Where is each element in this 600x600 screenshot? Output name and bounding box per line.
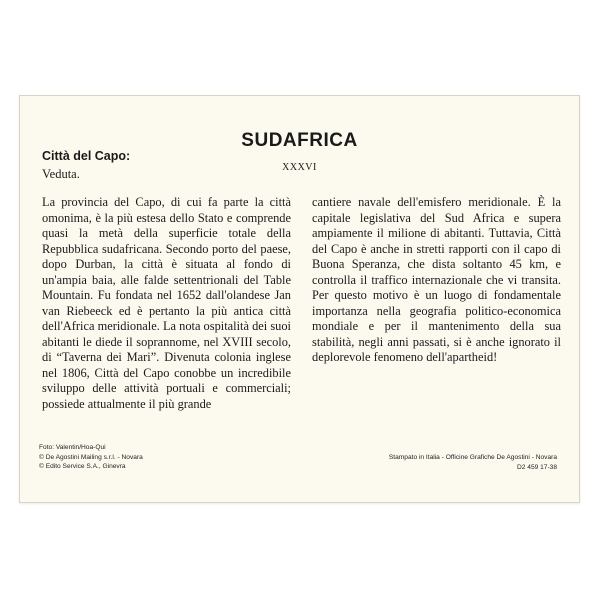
body-text-right: cantiere navale dell'emisfero meridionale. È la capitale legislativa del Sud Africa e supera ampiamente il milione di abitanti. Tuttavia, Città del Capo è anche in stretti rapporti con il capo di Buona Speranza, che dista soltanto 45 km, e controlla il traffico internazionale che vi transita. Per questo motivo è un luogo di fondamentale importanza nella geografia politico-economica mondiale e per il mantenimento della sua stabilità, negli anni passati, si è anche ignorato il deplorevole fenomeno dell'apartheid! (312, 195, 561, 364)
credit-line: Foto: Valentin/Hoa-Qui (39, 444, 106, 451)
text-column-right (312, 195, 561, 366)
view-subtitle: Veduta. (42, 167, 80, 181)
credit-line: © De Agostini Mailing s.r.l. - Novara (39, 453, 143, 461)
body-text-left: La provincia del Capo, di cui fa parte la città omonima, è la più estesa dello Stato e comprende quasi la metà della superficie totale della Repubblica sudafricana. Secondo porto del paese, dopo Durban, la città è situata al fondo di un'ampia baia, alle falde settentrionali del Table Mountain. Fu fondata nel 1652 dall'olandese Jan van Riebeeck ed è pertanto la più antica città dell'Africa meridionale. La nota ospitalità dei suoi abitanti le diede il soprannome, nel XVIII secolo, di “Taverna dei Mari”. Divenuta colonia inglese nel 1806, Città del Capo conobbe un incredibile sviluppo delle attività portuali e commerciali; possiede attualmente il più grande (42, 195, 291, 411)
postcard-back (19, 95, 580, 503)
printer-line: Stampato in Italia - Officine Grafiche De Agostini - Novara (388, 454, 557, 461)
country-title: SUDAFRICA (241, 130, 358, 151)
product-code: D2 459 17-38 (517, 463, 557, 471)
printer-info (389, 453, 557, 472)
card-number: XXXVI (282, 162, 317, 173)
credit-line: © Edito Service S.A., Ginevra (39, 463, 126, 471)
city-heading: Città del Capo: (42, 149, 131, 163)
text-column-left (42, 195, 291, 412)
photo-credits (39, 443, 143, 472)
